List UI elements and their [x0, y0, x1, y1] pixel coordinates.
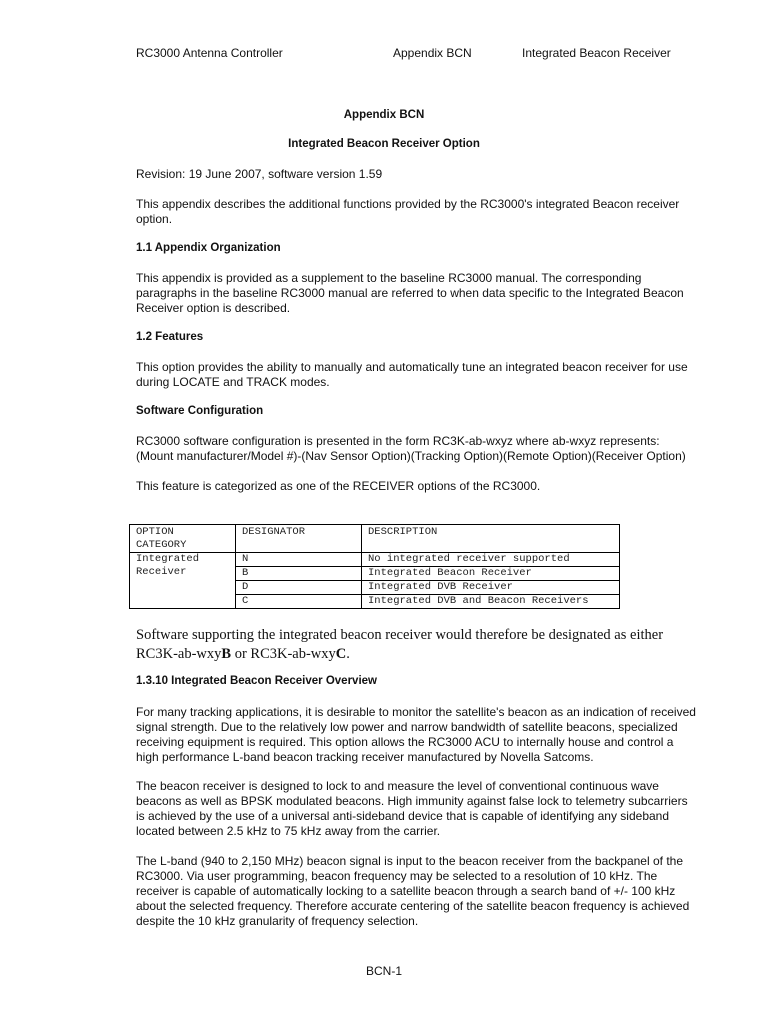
- text-span: or RC3K-ab-wxy: [231, 646, 336, 662]
- text-line: Software supporting the integrated beacon receiver would therefore be designated as either: [136, 627, 664, 643]
- overview-paragraph-3: [136, 854, 736, 929]
- designator-cell: N: [236, 553, 362, 567]
- features-paragraph: [136, 360, 736, 390]
- text-line: RC3000 software configuration is presented in the form RC3K-ab-wxyz where ab-wxyz represents:: [136, 434, 660, 448]
- text-line: high performance L-band beacon tracking receiver manufactured by Novella Satcoms.: [136, 750, 594, 764]
- designator-c: C: [335, 646, 347, 662]
- text-line: during LOCATE and TRACK modes.: [136, 375, 330, 389]
- designator-cell: B: [236, 567, 362, 581]
- text-span: .: [346, 646, 350, 662]
- overview-paragraph-1: [136, 705, 736, 765]
- header-section: Integrated Beacon Receiver: [522, 46, 671, 60]
- designation-note: [136, 626, 663, 664]
- table-header-row: [130, 525, 620, 553]
- text-line: (Mount manufacturer/Model #)-(Nav Sensor Option)(Tracking Option)(Remote Option)(Receiver Option): [136, 449, 686, 463]
- text-line: RC3000. Via user programming, beacon frequency may be selected to a resolution of 10 kHz. The: [136, 869, 658, 883]
- text-line: located between 2.5 kHz to 75 kHz away from the carrier.: [136, 824, 441, 838]
- text-line: beacons as well as BPSK modulated beacons. High immunity against false lock to telemetry subcarriers: [136, 794, 688, 808]
- intro-paragraph: [136, 197, 736, 227]
- receiver-category-line: This feature is categorized as one of the RECEIVER options of the RC3000.: [136, 479, 541, 493]
- text-line: This appendix is provided as a supplement to the baseline RC3000 manual. The corresponding: [136, 271, 642, 285]
- designator-b: B: [221, 646, 232, 662]
- heading-beacon-receiver-overview: 1.3.10 Integrated Beacon Receiver Overview: [136, 675, 377, 687]
- text-line: receiving equipment is required. This option allows the RC3000 ACU to internally house and control a: [136, 735, 674, 749]
- text-line: is achieved by the use of a universal anti-sideband device that is capable of identifying any sideband: [136, 809, 670, 823]
- text-line: paragraphs in the baseline RC3000 manual are referred to when data specific to the Integrated Beacon: [136, 286, 684, 300]
- heading-appendix-organization: 1.1 Appendix Organization: [136, 242, 281, 254]
- overview-paragraph-2: [136, 779, 736, 839]
- header-designator: DESIGNATOR: [236, 525, 362, 553]
- description-cell: Integrated DVB Receiver: [362, 581, 620, 595]
- revision-line: Revision: 19 June 2007, software version 1.59: [136, 167, 383, 181]
- software-config-paragraph: [136, 434, 736, 464]
- header-doc-title: RC3000 Antenna Controller: [136, 46, 283, 60]
- description-cell: Integrated Beacon Receiver: [362, 567, 620, 581]
- text-line: This option provides the ability to manually and automatically tune an integrated beacon receiver for use: [136, 360, 688, 374]
- header-description: DESCRIPTION: [362, 525, 620, 553]
- heading-software-configuration: Software Configuration: [136, 405, 264, 417]
- text-line: despite the 10 kHz granularity of frequency selection.: [136, 914, 419, 928]
- table-row: [130, 553, 620, 567]
- page-number: BCN-1: [365, 964, 402, 978]
- text-line: The L-band (940 to 2,150 MHz) beacon signal is input to the beacon receiver from the backpanel of the: [136, 854, 683, 868]
- text-line: about the selected frequency. Therefore accurate centering of the satellite beacon frequency is achieved: [136, 899, 690, 913]
- header-option-category: OPTION CATEGORY: [130, 525, 236, 553]
- designator-cell: C: [236, 595, 362, 609]
- text-line: The beacon receiver is designed to lock to and measure the level of conventional continuous wave: [136, 779, 659, 793]
- text-line: signal strength. Due to the relatively low power and narrow bandwidth of satellite beacons, specialized: [136, 720, 678, 734]
- page-title: Appendix BCN: [343, 109, 425, 121]
- heading-features: 1.2 Features: [136, 331, 204, 343]
- organization-paragraph: [136, 271, 736, 316]
- description-cell: Integrated DVB and Beacon Receivers: [362, 595, 620, 609]
- designator-cell: D: [236, 581, 362, 595]
- header-appendix: Appendix BCN: [393, 46, 472, 60]
- text-line: For many tracking applications, it is desirable to monitor the satellite's beacon as an indication of received: [136, 705, 696, 719]
- text-span: RC3K-ab-wxy: [136, 646, 222, 662]
- text-line: [136, 645, 663, 664]
- page-subtitle: Integrated Beacon Receiver Option: [288, 138, 480, 150]
- option-category-cell: Integrated Receiver: [130, 553, 236, 609]
- receiver-options-table: [129, 524, 620, 609]
- text-line: Receiver option is described.: [136, 301, 291, 315]
- description-cell: No integrated receiver supported: [362, 553, 620, 567]
- text-line: This appendix describes the additional functions provided by the RC3000's integrated Beacon receiver: [136, 197, 680, 211]
- text-line: option.: [136, 212, 173, 226]
- text-line: receiver is capable of automatically locking to a satellite beacon through a search band of +/- 100 kHz: [136, 884, 676, 898]
